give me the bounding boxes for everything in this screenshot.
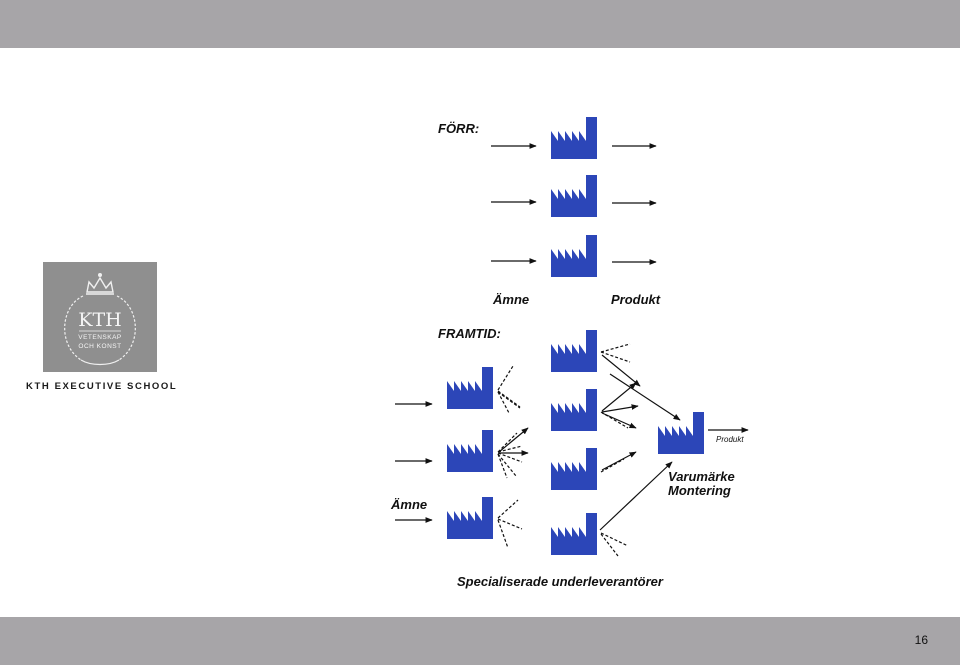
dashed-link (601, 344, 630, 352)
page-number: 16 (914, 633, 928, 647)
dashed-link (601, 459, 624, 472)
logo-text-line2: OCH KONST (78, 343, 122, 350)
dashed-link (498, 446, 522, 452)
logo-text-line1: VETENSKAP (78, 334, 122, 341)
before-input-label: Ämne (493, 292, 530, 307)
factory-icon (551, 175, 597, 217)
supply-arrow (610, 374, 680, 420)
future-heading: FRAMTID: (438, 326, 501, 341)
dashed-link (498, 454, 516, 476)
dashed-link (498, 454, 507, 478)
factory-icon (447, 367, 493, 409)
bottom-bar (0, 617, 960, 665)
factory-icon (551, 330, 597, 372)
suppliers-label: Specialiserade underleverantörer (457, 574, 663, 589)
before-heading: FÖRR: (438, 121, 480, 136)
future-input-label: Ämne (391, 497, 428, 512)
dashed-link (498, 366, 513, 390)
factory-icon (551, 389, 597, 431)
dashed-link (601, 534, 618, 556)
assembly-label-line2: Montering (668, 483, 731, 498)
logo-text-kth: KTH (78, 309, 122, 331)
dashed-link (498, 519, 522, 529)
factory-icon (447, 497, 493, 539)
assembly-factory-icon (658, 412, 704, 454)
supply-arrow (602, 452, 636, 470)
dashed-link (498, 453, 522, 462)
factory-icon (551, 235, 597, 277)
dashed-link (498, 500, 518, 518)
school-name: KTH EXECUTIVE SCHOOL (26, 381, 178, 392)
supply-arrow (600, 462, 672, 530)
before-output-label: Produkt (611, 292, 661, 307)
factory-icon (551, 513, 597, 555)
dashed-link (498, 392, 520, 408)
assembly-label-line1: Varumärke (668, 469, 735, 484)
factory-icon (447, 430, 493, 472)
dashed-link (498, 520, 508, 548)
supply-arrow (602, 413, 636, 428)
future-output-label: Produkt (716, 435, 744, 444)
factory-icon (551, 448, 597, 490)
dashed-link (498, 433, 517, 452)
factory-icon (551, 117, 597, 159)
